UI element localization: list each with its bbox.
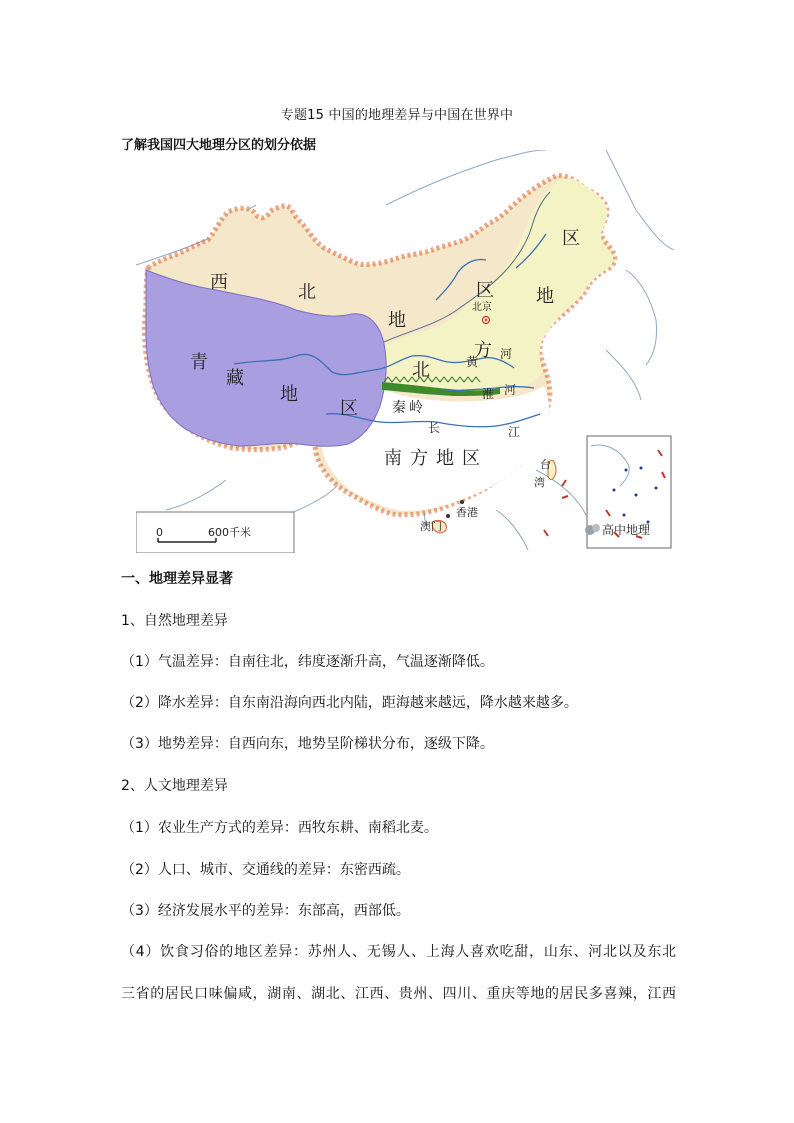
hongkong-marker [460, 500, 464, 504]
nw-char-3: 地 [388, 310, 406, 331]
watermark-text: 高中地理 [602, 523, 651, 537]
china-regions-map [136, 150, 674, 553]
changjiang-char-1: 长 [428, 421, 441, 435]
north-char-3: 地 [536, 286, 554, 307]
subheading-human: 2、人文地理差异 [121, 778, 228, 794]
nw-char-1: 西 [210, 272, 228, 293]
nw-char-4: 区 [476, 280, 494, 301]
huaihe-char-1: 淮 [482, 387, 495, 401]
item-terrain: （3）地势差异：自西向东，地势呈阶梯状分布，逐级下降。 [121, 736, 494, 752]
qinling-label: 秦岭 [392, 400, 426, 416]
taiwan-char-1: 台 [540, 458, 551, 471]
item-economy: （3）经济发展水平的差异：东部高，西部低。 [121, 903, 410, 919]
huanghe-char-1: 黄 [466, 355, 479, 369]
changjiang-char-2: 江 [508, 425, 521, 439]
huaihe-char-2: 河 [504, 383, 517, 397]
item-agriculture: （1）农业生产方式的差异：西牧东耕、南稻北麦。 [121, 820, 438, 836]
scale-zero: 0 [156, 526, 163, 539]
scale-bar [136, 512, 294, 553]
map-svg [136, 150, 674, 553]
qz-char-1: 青 [190, 352, 208, 373]
north-char-2: 方 [474, 340, 492, 361]
huanghe-char-2: 河 [500, 347, 513, 361]
item-temperature: （1）气温差异：自南往北，纬度逐渐升高，气温逐渐降低。 [121, 654, 494, 670]
hongkong-label: 香港 [456, 506, 478, 519]
nw-char-2: 北 [298, 282, 316, 303]
qz-char-3: 地 [280, 384, 298, 405]
macau-marker [446, 514, 450, 518]
scale-distance: 600千米 [208, 526, 251, 539]
south-region-label: 南方地区 [384, 448, 488, 469]
subheading-natural: 1、自然地理差异 [121, 613, 228, 629]
item-population: （2）人口、城市、交通线的差异：东密西疏。 [121, 862, 410, 878]
section-heading-1: 一、地理差异显著 [121, 571, 233, 587]
north-char-4: 区 [562, 228, 580, 249]
qz-char-2: 藏 [226, 368, 244, 389]
qz-char-4: 区 [340, 398, 358, 419]
item-precipitation: （2）降水差异：自东南沿海向西北内陆，距海越来越远，降水越来越多。 [121, 695, 578, 711]
item-diet-line1: （4）饮食习俗的地区差异：苏州人、无锡人、上海人喜欢吃甜，山东、河北以及东北 [121, 944, 676, 960]
taiwan-char-2: 湾 [534, 476, 545, 489]
macau-label: 澳门 [420, 520, 442, 533]
item-diet-line2: 三省的居民口味偏咸，湖南、湖北、江西、贵州、四川、重庆等地的居民多喜辣，江西 [121, 986, 676, 1002]
map-heading: 了解我国四大地理分区的划分依据 [121, 138, 317, 153]
page-title: 专题15 中国的地理差异与中国在世界中 [280, 108, 514, 123]
beijing-label: 北京 [472, 302, 492, 313]
north-char-1: 北 [412, 360, 430, 381]
